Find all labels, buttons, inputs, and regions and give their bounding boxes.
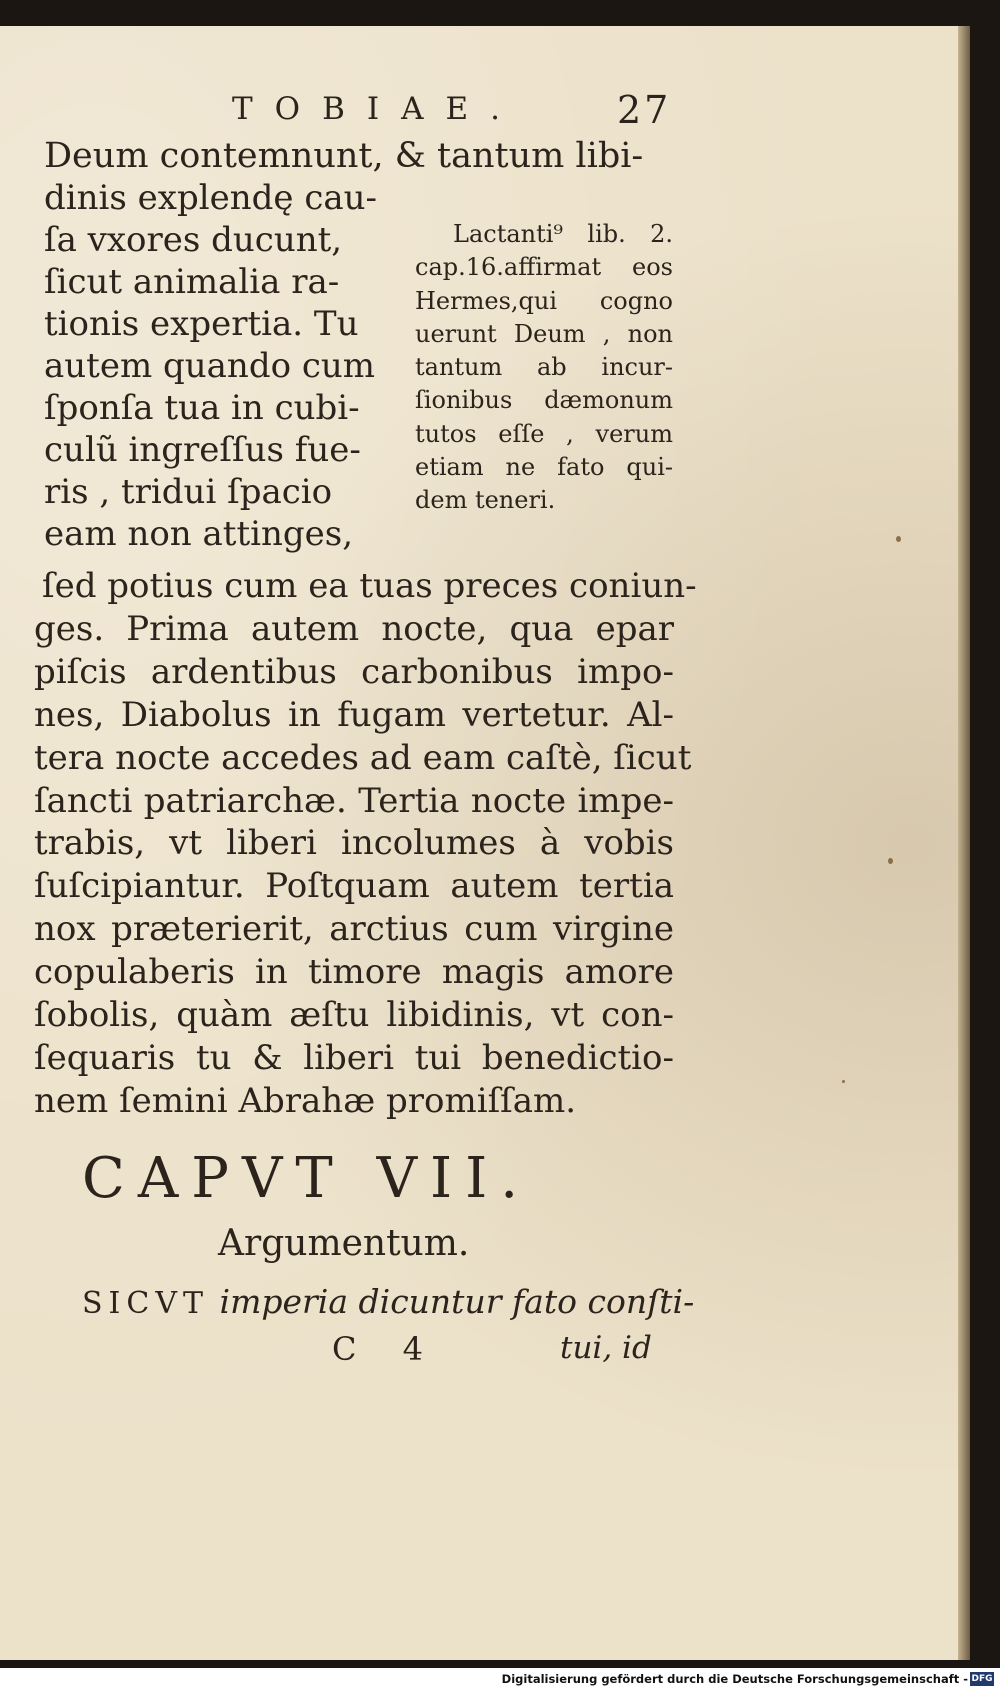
text-line: nem ſemini Abrahæ promiſſam. [34, 1080, 577, 1121]
text-line: ſa vxores ducunt, [44, 220, 343, 260]
argument-lead: SICVT [82, 1286, 210, 1321]
text-line: ris , tridui ſpacio [44, 472, 333, 512]
text-line: ſobolis, quàm æſtu libidinis, vt con- [34, 995, 674, 1036]
paper-spot [896, 536, 901, 542]
text-line: tera nocte accedes ad eam caſtè, ſicut [34, 737, 692, 778]
running-head: TOBIAE. [232, 91, 522, 127]
text-line: ſed potius cum ea tuas preces coniun- [42, 566, 697, 606]
text-line: trabis, vt liberi incolumes à vobis [34, 823, 674, 864]
text-line: tionis expertia. Tu [44, 304, 359, 344]
text-line: culũ ingreſſus fue- [44, 430, 361, 470]
text-line: nox præterierit, arctius cum virgine [34, 909, 674, 950]
note-line: etiam ne fato qui- [415, 453, 673, 482]
text-line: Deum contemnunt, & tantum libi- [44, 136, 644, 176]
note-line: tutos eſſe , verum [415, 419, 673, 448]
catchword: tui, id [560, 1330, 652, 1366]
argument-body: imperia dicuntur fato conſti- [209, 1282, 695, 1321]
argument-text [82, 1282, 695, 1321]
note-line: ſionibus dæmonum [415, 386, 673, 415]
chapter-heading: CAPVT VII. [82, 1146, 532, 1211]
text-line: eam non attinges, [44, 514, 354, 554]
note-line: uerunt Deum , non [415, 319, 673, 348]
text-line: ſicut animalia ra- [44, 262, 340, 302]
page-edge [958, 26, 970, 1660]
text-line: nes, Diabolus in fugam vertetur. Al- [34, 694, 674, 735]
paper-spot [888, 858, 893, 864]
marginal-note [415, 218, 673, 518]
text-line: ſancti patriarchæ. Tertia nocte impe- [34, 780, 674, 821]
text-line: copulaberis in timore magis amore [34, 952, 674, 993]
funding-credit: Digitalisierung gefördert durch die Deutsche Forschungsgemeinschaft - [501, 1672, 968, 1686]
page-number: 27 [617, 88, 672, 132]
signature-mark: C 4 [332, 1330, 442, 1368]
text-line: piſcis ardentibus carbonibus impo- [34, 651, 674, 692]
dfg-logo: DFG [971, 1674, 993, 1684]
note-line: Lactanti⁹ lib. 2. [453, 220, 673, 248]
text-line: dinis explendę cau- [44, 178, 378, 218]
note-line: cap.16.affirmat eos [415, 253, 673, 282]
argument-label: Argumentum. [218, 1223, 470, 1264]
text-line: ſequaris tu & liberi tui benedictio- [34, 1037, 674, 1078]
text-line: ges. Prima autem nocte, qua epar [34, 608, 674, 649]
body-text-bottom [34, 565, 697, 1123]
note-line: tantum ab incur- [415, 353, 673, 382]
text-line: autem quando cum [44, 346, 376, 386]
paper-spot [842, 1080, 845, 1083]
note-line: Hermes,qui cogno [415, 286, 673, 315]
note-line: dem teneri. [415, 486, 556, 515]
text-line: ſponſa tua in cubi- [44, 388, 360, 428]
text-line: ſuſcipiantur. Poſtquam autem tertia [34, 866, 674, 907]
